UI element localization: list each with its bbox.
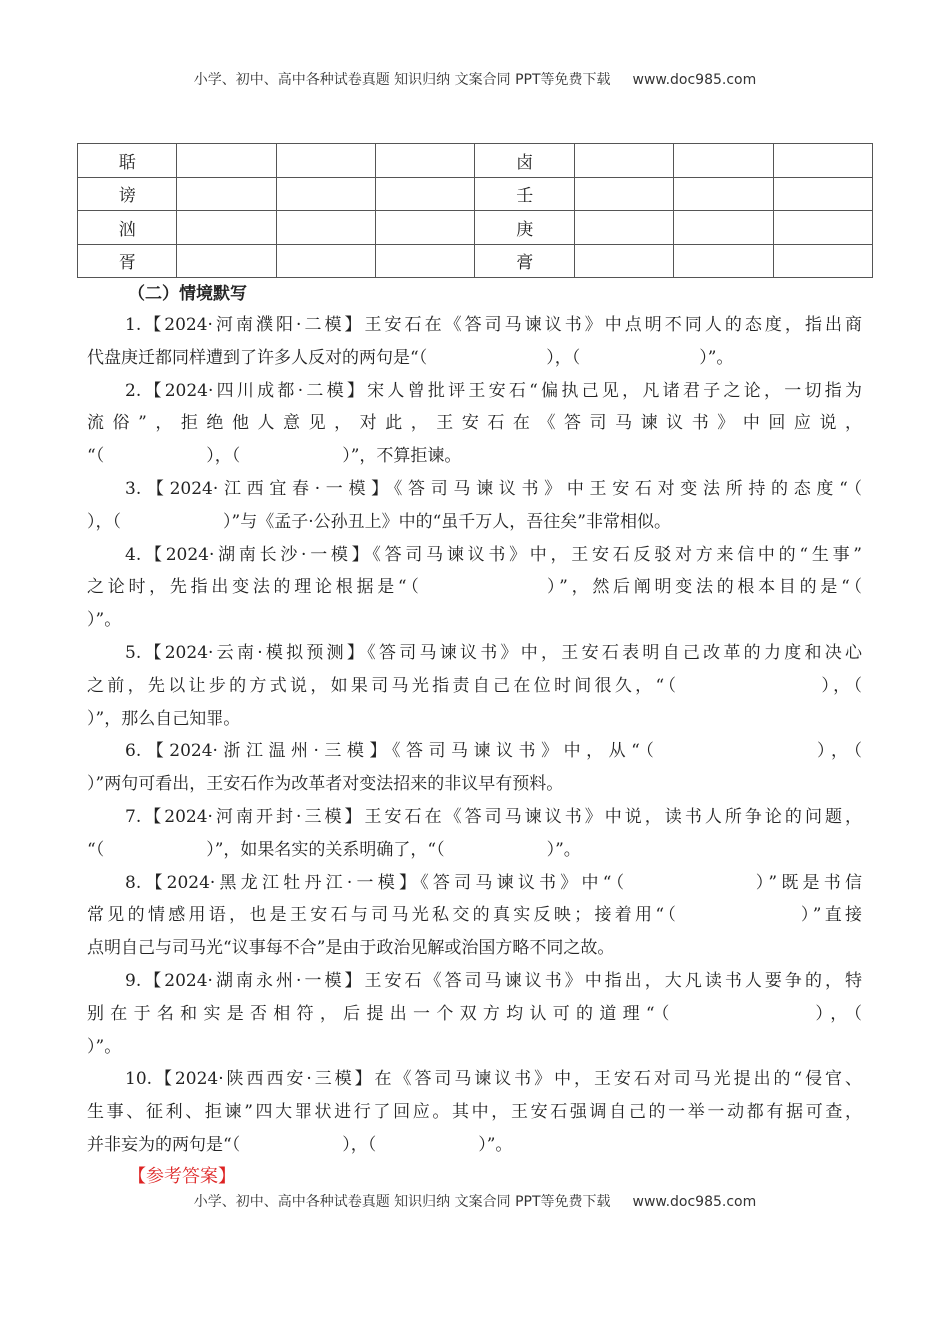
- question-line: 并非妄为的两句是“（ ），（ ）”。: [87, 1134, 513, 1155]
- question-line: 生事、征利、拒谏”四大罪状进行了回应。其中，王安石强调自己的一举一动都有据可查，: [87, 1102, 862, 1123]
- table-cell: [674, 244, 773, 278]
- table-cell: 聒: [78, 144, 177, 178]
- question-item: [87, 965, 862, 1063]
- question-line: “（ ）”，如果名实的关系明确了，“（ ）”。: [87, 839, 581, 860]
- question-line: 之前，先以让步的方式说，如果司马光指责自己在位时间很久，“（ ），（: [87, 675, 862, 696]
- question-item: [87, 867, 862, 965]
- answer-heading: 【参考答案】: [128, 1166, 236, 1187]
- table-cell: [674, 177, 773, 211]
- question-line: ）”，那么自己知罪。: [87, 708, 241, 729]
- page-header: [0, 69, 950, 89]
- question-line: 常见的情感用语，也是王安石与司马光私交的真实反映；接着用“（ ）”直接: [87, 905, 862, 926]
- table-row: [78, 144, 873, 178]
- table-cell: [773, 177, 872, 211]
- question-line: ）”两句可看出，王安石作为改革者对变法招来的非议早有预料。: [87, 774, 564, 795]
- section-title: （二）情境默写: [128, 284, 247, 304]
- question-line: 1.【2024·河南濮阳·二模】王安石在《答司马谏议书》中点明不同人的态度，指出商: [125, 315, 862, 335]
- question-line: 9.【2024·湖南永州·一模】王安石《答司马谏议书》中指出，大凡读书人要争的，特: [125, 970, 862, 991]
- table-cell: [376, 177, 475, 211]
- table-cell: [773, 144, 872, 178]
- question-line: 4.【2024·湖南长沙·一模】《答司马谏议书》中，王安石反驳对方来信中的“生事”: [125, 544, 862, 565]
- question-item: [87, 539, 862, 637]
- question-line: ）”。: [87, 610, 122, 631]
- question-item: [87, 375, 862, 473]
- table-row: [78, 177, 873, 211]
- table-cell: 汹: [78, 211, 177, 245]
- header-site[interactable]: www.doc985.com: [632, 72, 757, 88]
- table-cell: [177, 211, 276, 245]
- question-line: 10.【2024·陕西西安·三模】在《答司马谏议书》中，王安石对司马光提出的“侵官、: [125, 1069, 862, 1090]
- question-line: 代盘庚迁都同样遭到了许多人反对的两句是“（ ），（ ）”。: [87, 347, 734, 368]
- table-cell: 膏: [475, 244, 574, 278]
- question-item: [87, 801, 862, 867]
- table-cell: [773, 211, 872, 245]
- table-row: [78, 211, 873, 245]
- question-line: 流俗”，拒绝他人意见，对此，王安石在《答司马谏议书》中回应说，: [87, 413, 862, 434]
- table-cell: 胥: [78, 244, 177, 278]
- question-line: ），（ ）”与《孟子·公孙丑上》中的“虽千万人，吾往矣”非常相似。: [87, 511, 671, 532]
- page-footer: [0, 1191, 950, 1211]
- table-cell: [376, 211, 475, 245]
- question-line: 3.【2024·江西宜春·一模】《答司马谏议书》中王安石对变法所持的态度“（: [125, 478, 862, 499]
- question-line: 5.【2024·云南·模拟预测】《答司马谏议书》中，王安石表明自己改革的力度和决心: [125, 642, 862, 663]
- table-cell: [574, 177, 673, 211]
- question-line: 别在于名和实是否相符，后提出一个双方均认可的道理“（ ），（: [87, 1003, 862, 1024]
- table-cell: 壬: [475, 177, 574, 211]
- question-list: [87, 309, 862, 1162]
- table-cell: [674, 211, 773, 245]
- question-line: 2.【2024·四川成都·二模】宋人曾批评王安石“偏执己见，凡诸君子之论，一切指为: [125, 380, 862, 401]
- table-cell: [177, 144, 276, 178]
- question-line: 之论时，先指出变法的理论根据是“（ ）”，然后阐明变法的根本目的是“（: [87, 577, 862, 598]
- table-cell: [574, 211, 673, 245]
- table-cell: [276, 244, 375, 278]
- question-item: [87, 637, 862, 735]
- table-cell: [276, 177, 375, 211]
- question-line: ）”。: [87, 1036, 122, 1057]
- footer-site[interactable]: www.doc985.com: [632, 1194, 757, 1210]
- vocab-table: [77, 143, 873, 278]
- question-line: 6.【2024·浙江温州·三模】《答司马谏议书》中，从“（ ），（: [125, 741, 862, 762]
- table-cell: [574, 244, 673, 278]
- footer-text: 小学、初中、高中各种试卷真题 知识归纳 文案合同 PPT等免费下载: [193, 1194, 611, 1210]
- question-item: [87, 309, 862, 375]
- table-cell: [376, 144, 475, 178]
- question-line: 8.【2024·黑龙江牡丹江·一模】《答司马谏议书》中“（ ）”既是书信: [125, 872, 862, 893]
- question-item: [87, 1063, 862, 1161]
- question-line: “（ ），（ ）”，不算拒谏。: [87, 446, 462, 467]
- table-cell: 谤: [78, 177, 177, 211]
- question-line: 点明自己与司马光“议事每不合”是由于政治见解或治国方略不同之故。: [87, 938, 615, 959]
- table-cell: 庚: [475, 211, 574, 245]
- table-cell: [276, 211, 375, 245]
- question-line: 7.【2024·河南开封·三模】王安石在《答司马谏议书》中说，读书人所争论的问题，: [125, 806, 862, 827]
- question-item: [87, 735, 862, 801]
- table-cell: 卤: [475, 144, 574, 178]
- table-cell: [773, 244, 872, 278]
- table-cell: [574, 144, 673, 178]
- header-text: 小学、初中、高中各种试卷真题 知识归纳 文案合同 PPT等免费下载: [193, 72, 611, 88]
- table-cell: [177, 244, 276, 278]
- table-cell: [177, 177, 276, 211]
- table-cell: [674, 144, 773, 178]
- table-row: [78, 244, 873, 278]
- table-cell: [276, 144, 375, 178]
- table-cell: [376, 244, 475, 278]
- question-item: [87, 473, 862, 539]
